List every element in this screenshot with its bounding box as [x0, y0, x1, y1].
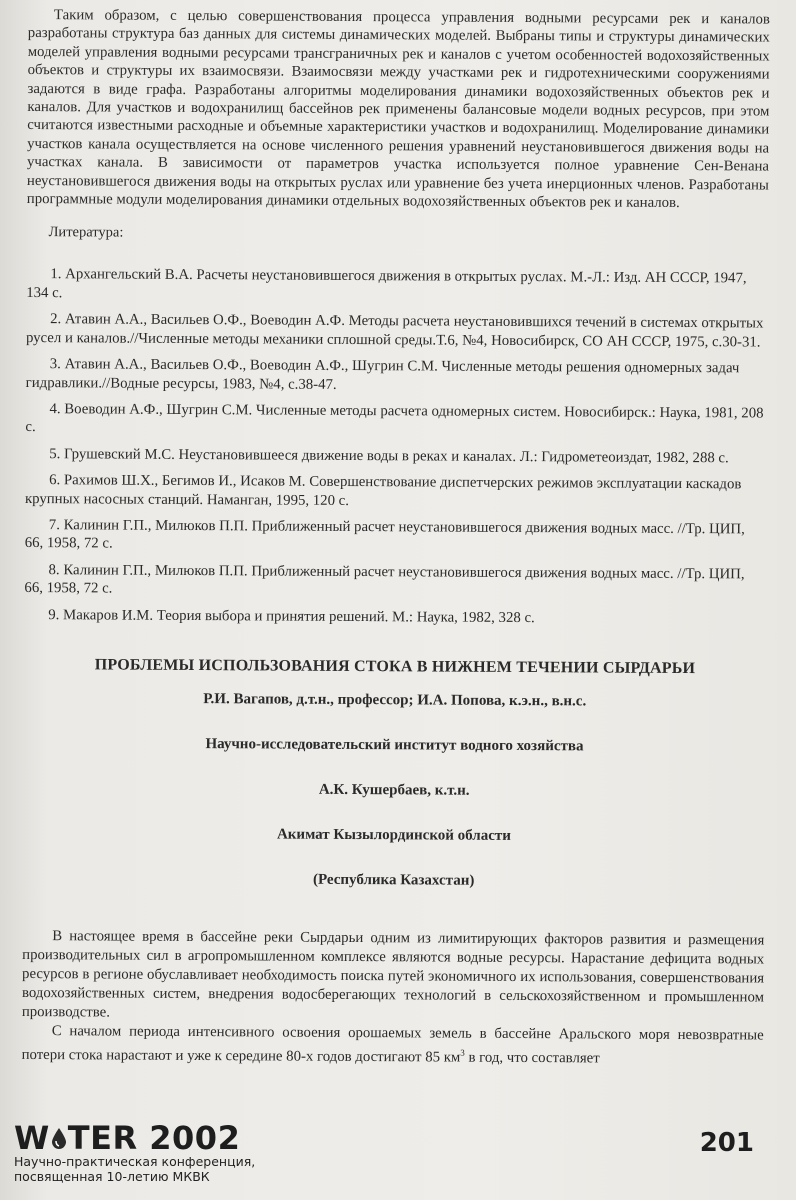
paragraph-text: С началом периода интенсивного освоения орошаемых земель в бассейне Аральского моря невозвратные потери стока нарастают и уже к середине 80-х годов достигают 85 км [21, 1023, 764, 1066]
literature-title: Литература: [48, 224, 124, 242]
conference-line: Научно-практическая конференция, [14, 1154, 256, 1169]
article-title: ПРОБЛЕМЫ ИСПОЛЬЗОВАНИЯ СТОКА В НИЖНЕМ ТЕЧЕНИИ СЫРДАРЬИ [94, 656, 696, 678]
reference-item: 3. Атавин А.А., Васильев О.Ф., Воеводин А.Ф., Шугрин С.М. Численные методы решения одномерных задач гидравлики.//Водные ресурсы, 1983, №4, с.38-47. [25, 356, 740, 393]
water-drop-icon [51, 1128, 67, 1150]
reference-list [24, 265, 768, 628]
reference-item: 1. Архангельский В.А. Расчеты неустановившегося движения в открытых руслах. М.-Л.: Изд. АН СССР, 1947, 134 с. [26, 266, 747, 302]
conference-line: посвященная 10-летию МКВК [14, 1169, 210, 1184]
article-country: (Республика Казахстан) [312, 871, 475, 889]
page-content [22, 6, 770, 1069]
paragraph-text-end: в год, что составляет [464, 1049, 600, 1067]
reference-item: 6. Рахимов Ш.Х., Бегимов И., Исаков М. Совершенствование диспетчерских режимов эксплуатации каскадов крупных насосных станций. Наманган, 1995, 120 с. [24, 472, 742, 509]
article-paragraph [22, 1022, 764, 1069]
page-footer [14, 1120, 774, 1190]
reference-item: 4. Воеводин А.Ф., Шугрин С.М. Численные методы расчета одномерных систем. Новосибирск.: Наука, 1981, 208 с. [25, 401, 764, 436]
intro-paragraph: Таким образом, с целью совершенствования процесса управления водными ресурсами рек и каналов разработаны структура баз данных для системы динамических моделей. Выбраны типы и структуры динамических моделей управления водными ресурсами трансграничных рек и каналов с учетом особенностей водохозяйственных объектов и структуры их взаимосвязи. Взаимосвязи между участками рек и гидротехническими сооружениями задаются в виде графа. Разработаны алгоритмы моделирования динамики водохозяйственных объектов рек и каналов. Для участков и водохранилищ бассейнов рек применены балансовые модели водных ресурсов, при этом считаются известными расходные и объемные характеристики участков и водохранилищ. Моделирование динамики участков канала осуществляется на основе численного решения уравнений неустановившегося движения воды на участках канала. В зависимости от параметров участка используется полное уравнение Сен-Венана неустановившегося движения воды на открытых руслах или уравнение без учета инерционных членов. Разработаны программные модули моделирования динамики отдельных водохозяйственных объектов рек и каналов. [26, 7, 770, 212]
article-second-author: А.К. Кушербаев, к.т.н. [318, 781, 470, 799]
reference-item: 9. Макаров И.М. Теория выбора и принятия решений. М.: Наука, 1982, 328 с. [48, 606, 535, 626]
logo-text: TER 2002 [67, 1119, 241, 1157]
reference-item: 8. Калинин Г.П., Милюков П.П. Приближенный расчет неустановившегося движения водных масс. //Тр. ЦИП, 66, 1958, 72 с. [24, 561, 745, 597]
conference-caption [14, 1154, 255, 1184]
logo-letter: W [14, 1119, 50, 1157]
article-second-organization: Акимат Кызылординской области [276, 826, 511, 844]
reference-item: 5. Грушевский М.С. Неустановившееся движение воды в реках и каналах. Л.: Гидрометеоиздат, 1982, 288 с. [49, 445, 729, 467]
water-2002-logo [14, 1120, 240, 1156]
reference-item: 2. Атавин А.А., Васильев О.Ф., Воеводин А.Ф. Методы расчета неустановившихся течений в системах открытых русел и каналов.//Численные методы механики сплошной среды.Т.6, №4, Новосибирск, СО АН СССР, 1975, с.30-31. [25, 311, 764, 351]
article-paragraph: В настоящее время в бассейне реки Сырдарьи одним из лимитирующих факторов развития и размещения производительных сил в агропромышленном комплексе являются водные ресурсы. Нарастание дефицита водных ресурсов в регионе обуславливает необходимость поиска путей экономичного их использования, совершенствования водохозяйственных систем, внедрения водосберегающих технологий в сельскохозяйственном и промышленном производстве. [21, 928, 765, 1021]
page-number: 201 [699, 1128, 754, 1158]
article-organization: Научно-исследовательский институт водного хозяйства [205, 736, 584, 755]
superscript: 3 [460, 1047, 465, 1058]
reference-item: 7. Калинин Г.П., Милюков П.П. Приближенный расчет неустановившегося движения водных масс. //Тр. ЦИП, 66, 1958, 72 с. [24, 517, 745, 552]
article-authors: Р.И. Вагапов, д.т.н., профессор; И.А. Попова, к.э.н., в.н.с. [203, 691, 587, 710]
